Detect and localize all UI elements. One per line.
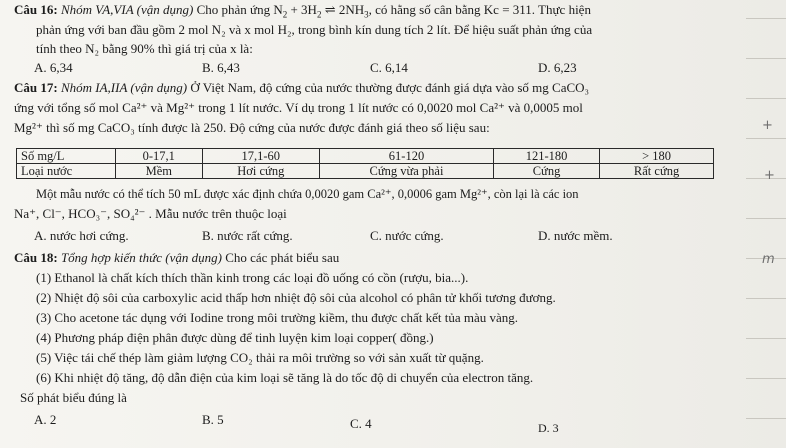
q18-statement-1: (1) Ethanol là chất kích thích thần kinh trong các loại đồ uống có cồn (rượu, bia...).	[36, 270, 469, 285]
q16-option-d[interactable]: D. 6,23	[538, 60, 577, 75]
q18-question: Số phát biểu đúng là	[20, 390, 127, 405]
margin-mark: +	[762, 118, 773, 133]
q18-statement-3: (3) Cho acetone tác dụng với Iodine trong môi trường kiềm, thu được chất kết tủa màu vàng.	[36, 310, 519, 325]
q16-text-a: Cho phản ứng N	[196, 2, 283, 17]
table-row	[17, 149, 714, 164]
q17-line4: Một mẫu nước có thể tích 50 mL được xác định chứa 0,0020 gam Ca²⁺, 0,0006 gam Mg²⁺, còn lại là các ion	[36, 187, 579, 201]
table-cell: 17,1-60	[202, 149, 320, 164]
q18-statement-2: (2) Nhiệt độ sôi của carboxylic acid thấp hơn nhiệt độ sôi của alcohol có phân tử khối tương đương.	[36, 290, 556, 305]
margin-rule	[746, 98, 786, 99]
q18-option-b[interactable]: B. 5	[202, 412, 224, 427]
table-cell: Mềm	[116, 164, 203, 179]
table-cell: Rất cứng	[600, 164, 714, 179]
q17-line3: Mg²⁺ thì số mg CaCO₃ tính được là 250. Độ cứng của nước được đánh giá theo số liệu sau:	[14, 120, 490, 135]
q18-statement-5: (5) Việc tái chế thép làm giảm lượng CO₂ thải ra môi trường so với sản xuất từ quặng.	[36, 350, 484, 365]
q16-option-b[interactable]: B. 6,43	[202, 60, 240, 75]
q17-option-c[interactable]: C. nước cứng.	[370, 228, 444, 243]
table-cell: 121-180	[493, 149, 599, 164]
table-cell: Loại nước	[17, 164, 116, 179]
margin-rule	[746, 418, 786, 419]
margin-mark: m	[762, 252, 775, 267]
q16-text-b: + 3H	[287, 2, 317, 17]
q17-option-a[interactable]: A. nước hơi cứng.	[34, 228, 129, 243]
table-cell: Hơi cứng	[202, 164, 320, 179]
q17-header: Câu 17:	[14, 80, 58, 95]
margin-rule	[746, 298, 786, 299]
q16-option-a[interactable]: A. 6,34	[34, 60, 73, 75]
q17-option-d[interactable]: D. nước mềm.	[538, 228, 613, 243]
q16-text-d: , có hằng số cân bằng Kc = 311. Thực hiện	[368, 2, 591, 17]
q18-intro: Cho các phát biểu sau	[225, 250, 340, 265]
q16-text-c: ⇌ 2NH	[321, 2, 365, 17]
q17-line5: Na⁺, Cl⁻, HCO₃⁻, SO₄²⁻ . Mẫu nước trên thuộc loại	[14, 206, 287, 221]
q18-statement-6: (6) Khi nhiệt độ tăng, độ dẫn điện của kim loại sẽ tăng là do tốc độ di chuyển của electron tăng.	[36, 370, 534, 385]
table-cell: 61-120	[320, 149, 494, 164]
q17-option-b[interactable]: B. nước rất cứng.	[202, 228, 293, 243]
q18-line1	[14, 250, 339, 266]
q18-option-d[interactable]: D. 3	[538, 421, 559, 435]
q17-text1: Ở Việt Nam, độ cứng của nước thường được đánh giá dựa vào số mg CaCO₃	[190, 80, 590, 95]
margin-rule	[746, 138, 786, 139]
margin-rule	[746, 18, 786, 19]
table-cell: Cứng vừa phải	[320, 164, 494, 179]
table-cell: Cứng	[493, 164, 599, 179]
margin-rule	[746, 218, 786, 219]
q16-header: Câu 16:	[14, 2, 58, 17]
q18-header: Câu 18:	[14, 250, 58, 265]
q18-tag: Tổng hợp kiến thức (vận dụng)	[60, 250, 222, 265]
q17-line2: ứng với tổng số mol Ca²⁺ và Mg²⁺ trong 1 lít nước. Ví dụ trong 1 lít nước có 0,0020 mol Ca²⁺ và 0,0005 mol	[14, 100, 583, 115]
q17-tag: Nhóm IA,IIA (vận dụng)	[60, 80, 188, 95]
margin-mark: +	[764, 168, 775, 183]
margin-rule	[746, 338, 786, 339]
table-cell: Số mg/L	[17, 149, 116, 164]
q18-option-a[interactable]: A. 2	[34, 412, 57, 427]
q16-line2: phản ứng với ban đầu gồm 2 mol N₂ và x mol H₂, trong bình kín dung tích 2 lít. Để hiệu suất phản ứng của	[36, 22, 593, 37]
table-row	[17, 164, 714, 179]
table-cell: > 180	[600, 149, 714, 164]
q16-option-c[interactable]: C. 6,14	[370, 60, 408, 75]
q17-line1	[14, 80, 589, 96]
q16-line3: tính theo N₂ bằng 90% thì giá trị của x là:	[36, 41, 253, 56]
table-cell: 0-17,1	[116, 149, 203, 164]
hardness-table	[16, 148, 714, 179]
q18-option-c[interactable]: C. 4	[350, 416, 372, 431]
q18-statement-4: (4) Phương pháp điện phân được dùng để tinh luyện kim loại copper( đồng.)	[36, 330, 434, 345]
margin-rule	[746, 378, 786, 379]
q16-tag: Nhóm VA,VIA (vận dụng)	[60, 2, 194, 17]
q16-line1: Câu 16: Nhóm VA,VIA (vận dụng) Cho phản ứng $N_2 + 3H_2$ ⇌ $2NH_3$, có hằng số cân bằng Kc = 311. Thực hiện	[14, 2, 591, 20]
margin-rule	[746, 58, 786, 59]
